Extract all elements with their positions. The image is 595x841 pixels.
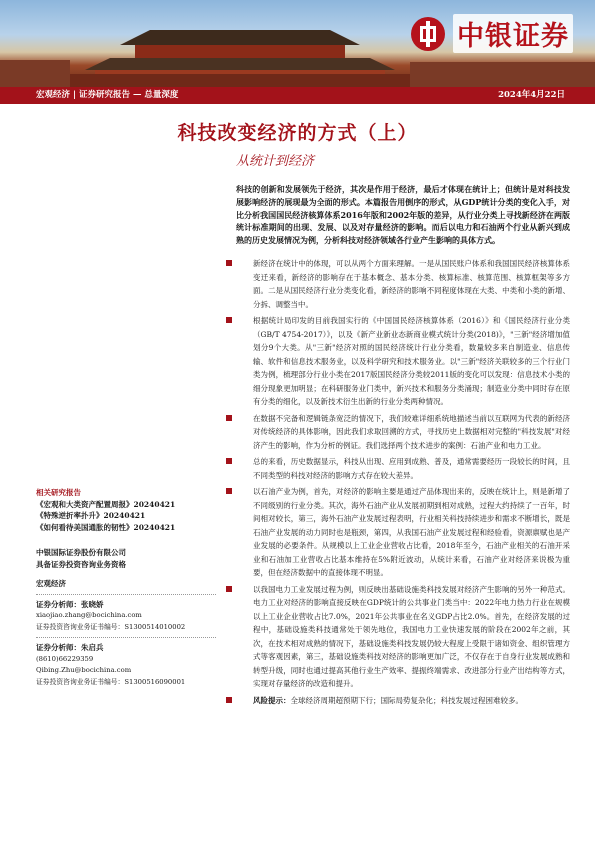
key-point: 在数据不完备和逻辑链条宽泛的情况下，我们较难详细系统地描述当前以互联网为代表的新经济对传统经济的具体影响，因此我们求取回溯的方式，寻找历史上数据相对完整的"科技发展"对经济产生的影响，作为分析的例证。我们选择两个技术进步的案例：石油产业和电力工业。 <box>226 412 570 453</box>
key-points <box>226 257 570 710</box>
sector: 宏观经济 <box>36 579 66 588</box>
key-point: 以石油产业为例，首先，对经济的影响主要是通过产品体现出来的，反映在统计上，则是新增了不同级别的行业分类。其次，海外石油产业从发展初期到相对成熟，过程大约持续了一百年，时间相对较长，第三，海外石油产业发展过程表明，行业相关科技持续进步和需求不断增长，既是石油产业发展的动力同时也是瓶颈，第四，从我国石油产业发展过程和经验看，资源禀赋也是产业发展的必要条件。从规模以上工业企业营收占比看，2018年至今，石油产业相关的石油开采业和石油加工业营收占比基本维持在5%附近波动，从统计来看，石油产业对经济来说极为重要，但在经济数据中的直接体现不明显。 <box>226 485 570 580</box>
qualification: 具备证券投资咨询业务资格 <box>36 559 126 569</box>
related-report-link[interactable]: 《特殊逆折率扑升》20240421 <box>36 511 146 520</box>
key-point: 以我国电力工业发展过程为例，则反映出基础设施类科技发展对经济产生影响的另外一种范式。电力工业对经济的影响直接反映在GDP统计的公共事业门类当中：2022年电力热力行业在规模以上工业企业营收占比7.0%，2021年公共事业在名义GDP占比2.0%。首先，在经济发展的过程中，基础设施类科技通常处于领先地位，我国电力工业快速发展的阶段在2002年之前，其次，在技术相对成熟的情况下，基础设施类科技发展仍较大程度上受限于诸如资金、组织管理方式等客观因素，第三，基础设施类科技对经济的影响更加广泛，不仅存在于自身行业发展成熟和转型升级，同时也通过提高其他行业生产效率、提振终端需求、改进部分行业产出结构等方式，实现对存量经济的改造和提升。 <box>226 583 570 691</box>
bullet-square-icon <box>226 697 232 703</box>
analyst-name: 证券分析师：张晓娇 <box>36 599 104 609</box>
header-banner-image <box>0 0 595 87</box>
brand-logo <box>411 14 573 53</box>
company-name: 中银国际证券股份有限公司 <box>36 548 126 557</box>
sidebar <box>36 487 216 688</box>
report-date: 2024年4月22日 <box>498 90 565 100</box>
bullet-square-icon <box>226 488 232 494</box>
analyst-phone: (8610)66229359 <box>36 654 94 663</box>
bank-logo-icon <box>411 17 445 51</box>
bullet-square-icon <box>226 415 232 421</box>
bullet-square-icon <box>226 586 232 592</box>
bullet-square-icon <box>226 317 232 323</box>
related-report-link[interactable]: 《宏观和大类资产配置周报》20240421 <box>36 499 176 509</box>
key-point: 根据统计局印发的目前我国实行的《中国国民经济核算体系（2016）》和《国民经济行业分类（GB/T 4754-2017）》，以及《新产业新业态新商业模式统计分类(2018)》，"三新"经济增加值划分9个大类。从"三新"经济对照的国民经济统计行业分类看，数量较多来自制造业、信息传输、软件和信息技术服务业，以及科学研究和技术服务业。以"三新"经济关联较多的三个行业门类为例，梳理部分行业小类在2017版国民经济分类较2011版的变化可以发现：信息技术小类的细分现象更加明显；在科研服务业门类中，新兴技术和服务分类涌现；制造业分类中同时存在原有分类的细化，以及新技术衍生出新的行业分类两种情况。 <box>226 314 570 409</box>
brand-name: 中银证券 <box>453 14 573 53</box>
divider <box>36 594 216 595</box>
related-research-heading: 相关研究报告 <box>36 488 81 497</box>
key-point: 新经济在统计中的体现，可以从两个方面来理解。一是从国民账户体系和我国国民经济核算体系变迁来看，新经济的影响存在于基本概念、基本分类、核算标准、核算范围、核算框架等多方面。二是从国民经济行业分类变化看，新经济的影响不同程度体现在大类、中类和小类的新增、分拆、调整当中。 <box>226 257 570 311</box>
analyst-cert: 证券投资咨询业务证书编号：S1300514010002 <box>36 622 186 631</box>
report-category: 宏观经济 | 证券研究报告 — 总量深度 <box>36 90 179 100</box>
report-subtitle: 从统计到经济 <box>236 154 315 169</box>
risk-warning: 风险提示：全球经济周期超预期下行；国际局势复杂化；科技发展过程困难较多。 <box>226 694 570 708</box>
abstract: 科技的创新和发展领先于经济，其次是作用于经济，最后才体现在统计上；但统计是对科技发展影响经济的展现最为全面的形式。本篇报告用倒序的形式，从GDP统计分类的变化入手，对比分析我国国民经济核算体系2016年版和2002年版的差异，从行业分类上寻找新经济在两版统计标准期间的出现、发展、以及对存量经济的影响。而后以电力和石油两个行业从新兴到成熟的历史发展情况为例，分析科技对经济领域各行业产生影响的具体方式。 <box>236 184 570 246</box>
bullet-square-icon <box>226 260 232 266</box>
divider <box>36 637 216 638</box>
analyst-name: 证券分析师：朱启兵 <box>36 643 104 652</box>
report-title: 科技改变经济的方式（上） <box>177 122 418 144</box>
analyst-cert: 证券投资咨询业务证书编号：S1300516090001 <box>36 677 186 686</box>
key-point: 总的来看，历史数据显示，科技从出现、应用到成熟、普及，通常需要经历一段较长的时间，且不同类型的科技对经济的影响方式存在较大差异。 <box>226 455 570 482</box>
header-bar <box>0 87 595 104</box>
analyst-email[interactable]: Qibing.Zhu@bocichina.com <box>36 666 132 674</box>
analyst-email[interactable]: xiaojiao.zhang@bocichina.com <box>36 611 142 619</box>
bullet-square-icon <box>226 458 232 464</box>
related-report-link[interactable]: 《如何看待美国通胀的韧性》20240421 <box>36 522 176 532</box>
